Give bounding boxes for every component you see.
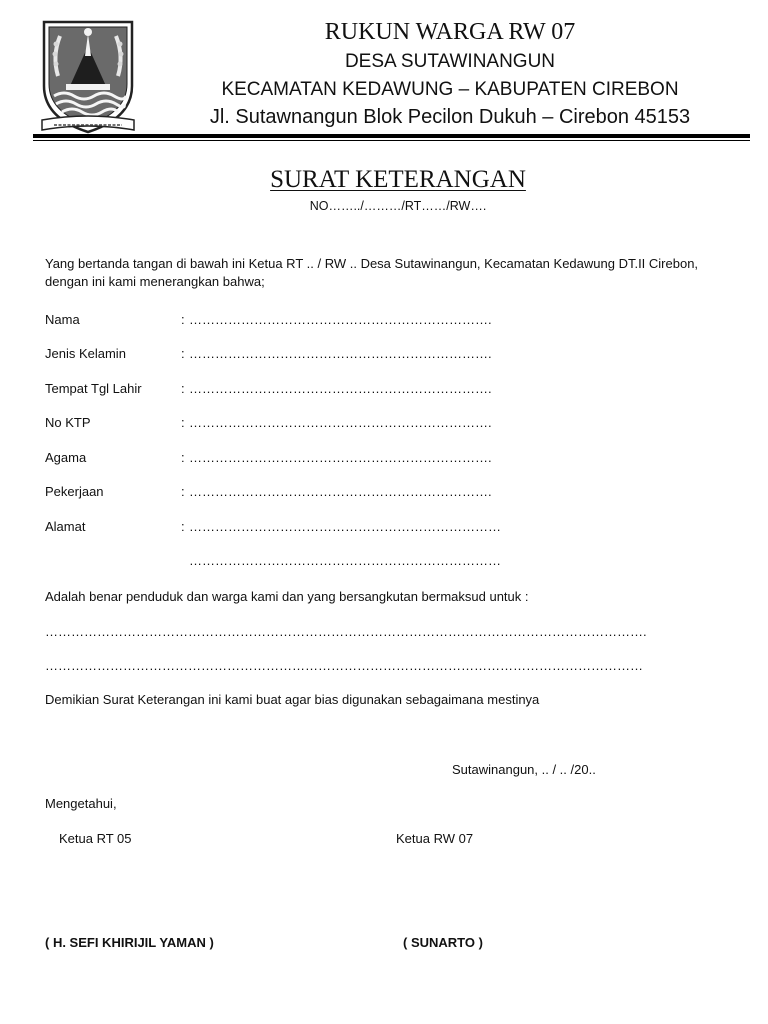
field-colon: : <box>181 519 185 534</box>
ketua-rw-title: Ketua RW 07 <box>396 831 474 846</box>
field-alamat-line-2: ……………………………………………………………… <box>189 553 501 568</box>
field-blank: ……………………………………………………………. <box>189 381 492 396</box>
field-label: Agama <box>45 450 87 465</box>
field-label: Jenis Kelamin <box>45 346 126 361</box>
field-colon: : <box>181 346 185 361</box>
field-label: Tempat Tgl Lahir <box>45 381 142 396</box>
document-number: NO……../………/RT……/RW…. <box>309 199 487 213</box>
ketua-rt-title: Ketua RT 05 <box>59 831 132 846</box>
closing-statement: Demikian Surat Keterangan ini kami buat agar bias digunakan sebagaimana mestinya <box>45 692 540 707</box>
letterhead-divider-thick <box>33 134 750 138</box>
letterhead-rw: RUKUN WARGA RW 07 <box>324 19 576 45</box>
field-label: Nama <box>45 312 80 327</box>
document-title: SURAT KETERANGAN <box>270 166 526 193</box>
field-colon: : <box>181 312 185 327</box>
purpose-text: Adalah benar penduduk dan warga kami dan yang bersangkutan bermaksud untuk : <box>45 589 529 604</box>
place-date: Sutawinangun, .. / .. /20.. <box>452 762 596 777</box>
field-blank: ……………………………………………………………… <box>189 519 501 534</box>
letterhead-desa: DESA SUTAWINANGUN <box>344 51 556 72</box>
purpose-blank-line-2: ………………………………………………………………………………………………………………………… <box>45 658 643 673</box>
field-blank: ……………………………………………………………. <box>189 346 492 361</box>
field-colon: : <box>181 450 185 465</box>
field-colon: : <box>181 484 185 499</box>
field-blank: ……………………………………………………………. <box>189 450 492 465</box>
intro-line-1: Yang bertanda tangan di bawah ini Ketua RT .. / RW .. Desa Sutawinangun, Kecamatan Kedawung DT.II Cirebon, <box>45 256 699 271</box>
cirebon-regency-emblem-icon <box>40 16 136 138</box>
field-label: Pekerjaan <box>45 484 104 499</box>
letterhead-address: Jl. Sutawnangun Blok Pecilon Dukuh – Cirebon 45153 <box>209 106 691 128</box>
intro-line-2: dengan ini kami menerangkan bahwa; <box>45 274 265 289</box>
field-colon: : <box>181 381 185 396</box>
ketua-rt-name: ( H. SEFI KHIRIJIL YAMAN ) <box>45 935 214 950</box>
field-blank: ……………………………………………………………. <box>189 415 492 430</box>
letterhead-kecamatan: KECAMATAN KEDAWUNG – KABUPATEN CIREBON <box>221 79 679 100</box>
field-label: Alamat <box>45 519 86 534</box>
ketua-rw-name: ( SUNARTO ) <box>403 935 483 950</box>
mengetahui-label: Mengetahui, <box>45 796 117 811</box>
field-blank: ……………………………………………………………. <box>189 484 492 499</box>
field-colon: : <box>181 415 185 430</box>
letterhead-divider-thin <box>33 140 750 141</box>
field-label: No KTP <box>45 415 91 430</box>
field-blank: ……………………………………………………………. <box>189 312 492 327</box>
purpose-blank-line-1: …………………………………………………………………………………………………………………………. <box>45 624 647 639</box>
